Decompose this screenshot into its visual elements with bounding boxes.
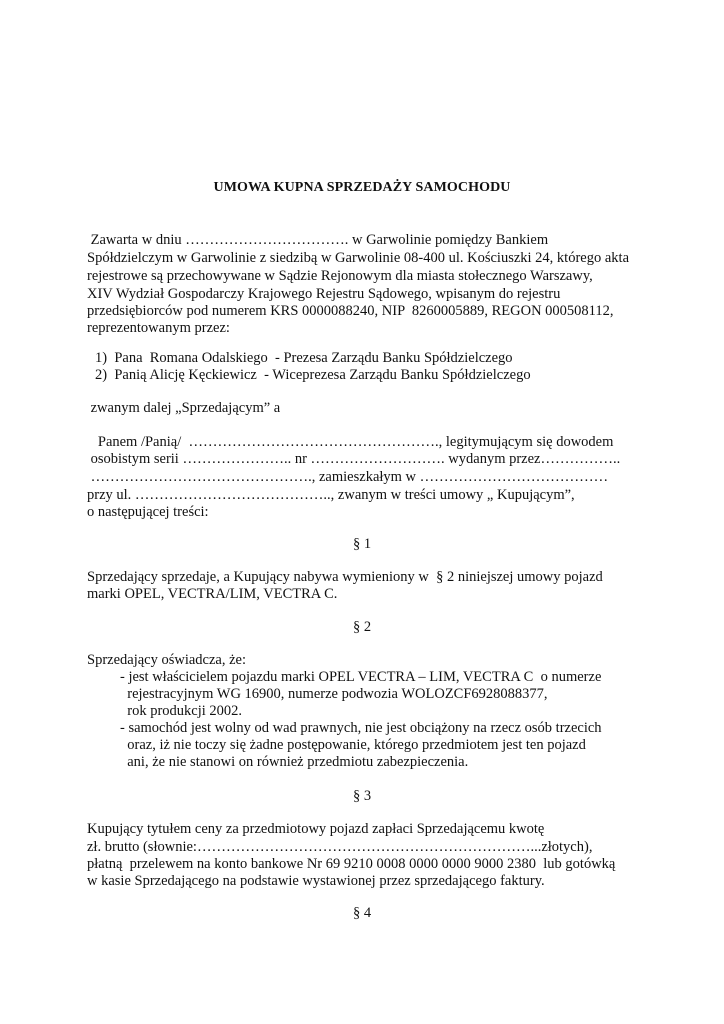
buyer-line: o następującej treści: [87, 504, 209, 520]
section-line: - samochód jest wolny od wad prawnych, nie jest obciążony na rzecz osób trzecich [120, 720, 602, 736]
intro-line: przedsiębiorców pod numerem KRS 0000088240, NIP 8260005889, REGON 000508112, [87, 303, 614, 319]
buyer-line: Panem /Panią/ ……………………………………………., legitymującym się dowodem [87, 434, 614, 450]
section-line: oraz, iż nie toczy się żadne postępowanie, którego przedmiotem jest ten pojazd [120, 737, 586, 753]
document-title: UMOWA KUPNA SPRZEDAŻY SAMOCHODU [213, 180, 511, 195]
section-line: zł. brutto (słownie:……………………………………………………………...złotych), [87, 839, 593, 855]
section-4-symbol: § 4 [352, 905, 372, 921]
section-line: marki OPEL, VECTRA/LIM, VECTRA C. [87, 586, 338, 602]
list-item: 2) Panią Alicję Kęckiewicz - Wiceprezesa Zarządu Banku Spółdzielczego [95, 367, 531, 383]
buyer-line: przy ul. ………………………………….., zwanym w treści umowy „ Kupującym”, [87, 487, 575, 503]
section-line: rok produkcji 2002. [120, 703, 243, 719]
intro-line: rejestrowe są przechowywane w Sądzie Rejonowym dla miasta stołecznego Warszawy, [87, 268, 593, 284]
section-line: Sprzedający oświadcza, że: [87, 652, 247, 668]
section-line: ani, że nie stanowi on również przedmiotu zabezpieczenia. [120, 754, 469, 770]
section-1-symbol: § 1 [352, 536, 372, 552]
section-2-symbol: § 2 [352, 619, 372, 635]
section-line: Kupujący tytułem ceny za przedmiotowy pojazd zapłaci Sprzedającemu kwotę [87, 821, 545, 837]
seller-label: zwanym dalej „Sprzedającym” a [87, 400, 281, 416]
intro-line: XIV Wydział Gospodarczy Krajowego Rejestru Sądowego, wpisanym do rejestru [87, 286, 561, 302]
intro-line: reprezentowanym przez: [87, 320, 230, 336]
section-line: w kasie Sprzedającego na podstawie wystawionej przez sprzedającego faktury. [87, 873, 545, 889]
section-line: płatną przelewem na konto bankowe Nr 69 9210 0008 0000 0000 9000 2380 lub gotówką [87, 856, 616, 872]
section-3-symbol: § 3 [352, 788, 372, 804]
intro-line: Spółdzielczym w Garwolinie z siedzibą w Garwolinie 08-400 ul. Kościuszki 24, którego akta [87, 250, 630, 266]
buyer-line: osobistym serii ………………….. nr ………………………. wydanym przez…………….. [87, 451, 621, 467]
buyer-line: ………………………………………., zamieszkałym w ………………………………… [87, 469, 609, 485]
section-line: rejestracyjnym WG 16900, numerze podwozia WOLOZCF6928088377, [120, 686, 548, 702]
section-line: Sprzedający sprzedaje, a Kupujący nabywa wymieniony w § 2 niniejszej umowy pojazd [87, 569, 603, 585]
section-line: - jest właścicielem pojazdu marki OPEL VECTRA – LIM, VECTRA C o numerze [120, 669, 602, 685]
list-item: 1) Pana Romana Odalskiego - Prezesa Zarządu Banku Spółdzielczego [95, 350, 513, 366]
intro-line: Zawarta w dniu ……………………………. w Garwolinie pomiędzy Bankiem [87, 232, 549, 248]
